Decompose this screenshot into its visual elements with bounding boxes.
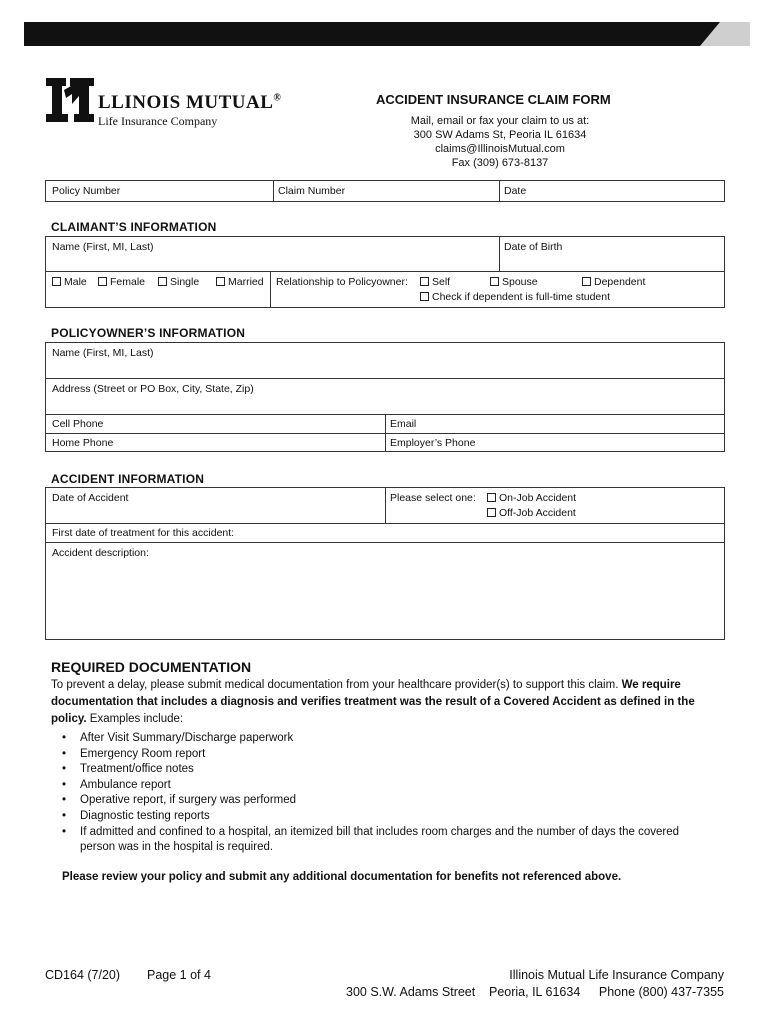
divider (270, 271, 271, 308)
home-phone-field[interactable]: Home Phone (52, 437, 114, 449)
claim-number-field[interactable]: Claim Number (278, 185, 346, 197)
list-item: • Diagnostic testing reports (62, 809, 712, 825)
male-checkbox[interactable]: Male (52, 276, 87, 288)
policy-number-field[interactable]: Policy Number (52, 185, 121, 197)
checkbox-icon (420, 292, 429, 301)
accident-heading: ACCIDENT INFORMATION (51, 472, 205, 486)
footer-street: 300 S.W. Adams Street (346, 985, 476, 999)
female-checkbox[interactable]: Female (98, 276, 145, 288)
company-subtitle: Life Insurance Company (98, 114, 218, 128)
divider (45, 542, 725, 543)
on-job-checkbox[interactable]: On-Job Accident (487, 492, 576, 504)
checkbox-icon (98, 277, 107, 286)
self-checkbox[interactable]: Self (420, 276, 450, 288)
contact-line-1: Mail, email or fax your claim to us at: (410, 115, 590, 127)
footer-city: Peoria, IL 61634 (489, 985, 581, 999)
divider (385, 487, 386, 523)
claimant-name-field[interactable]: Name (First, MI, Last) (52, 241, 154, 253)
first-treatment-field[interactable]: First date of treatment for this accident: (52, 527, 235, 539)
checkbox-icon (158, 277, 167, 286)
form-title: ACCIDENT INSURANCE CLAIM FORM (376, 92, 611, 107)
divider (45, 378, 725, 379)
off-job-checkbox[interactable]: Off-Job Accident (487, 507, 576, 519)
page-number: Page 1 of 4 (147, 968, 211, 982)
checkbox-icon (216, 277, 225, 286)
list-item: • Operative report, if surgery was performed (62, 793, 712, 809)
footer-phone: Phone (800) 437-7355 (598, 985, 724, 999)
contact-line-2: 300 SW Adams St, Peoria IL 61634 (413, 129, 587, 141)
accident-date-field[interactable]: Date of Accident (52, 492, 129, 504)
relationship-label: Relationship to Policyowner: (276, 276, 408, 288)
divider (499, 180, 500, 202)
divider (273, 180, 274, 202)
single-checkbox[interactable]: Single (158, 276, 199, 288)
checkbox-icon (582, 277, 591, 286)
date-field[interactable]: Date (504, 185, 527, 197)
accident-type-label: Please select one: (390, 492, 476, 504)
list-item: • If admitted and confined to a hospital, an itemized bill that includes room charges and the number of days the covered person was in the hospital is required. (62, 825, 712, 856)
married-checkbox[interactable]: Married (216, 276, 264, 288)
employer-phone-field[interactable]: Employer’s Phone (390, 437, 476, 449)
student-checkbox[interactable]: Check if dependent is full-time student (420, 291, 610, 303)
header-bar (24, 22, 750, 46)
list-item: • Treatment/office notes (62, 762, 712, 778)
closing-note: Please review your policy and submit any additional documentation for benefits not referenced above. (62, 871, 622, 883)
divider (385, 414, 386, 452)
checkbox-icon (52, 277, 61, 286)
accident-description-field[interactable]: Accident description: (52, 547, 149, 559)
email-field[interactable]: Email (390, 418, 417, 430)
company-name: LLINOIS MUTUAL® (98, 92, 282, 113)
contact-email[interactable]: claims@IllinoisMutual.com (435, 143, 565, 155)
checkbox-icon (487, 508, 496, 517)
divider (45, 271, 725, 272)
policyowner-name-field[interactable]: Name (First, MI, Last) (52, 347, 154, 359)
address-field[interactable]: Address (Street or PO Box, City, State, Zip) (52, 383, 254, 395)
spouse-checkbox[interactable]: Spouse (490, 276, 538, 288)
required-docs-list (62, 731, 712, 856)
form-code: CD164 (7/20) (45, 968, 121, 982)
divider (499, 236, 500, 271)
claimant-dob-field[interactable]: Date of Birth (504, 241, 563, 253)
dependent-checkbox[interactable]: Dependent (582, 276, 645, 288)
claim-id-table (45, 180, 725, 202)
illinois-mutual-logo-icon (44, 76, 96, 124)
claimant-heading: CLAIMANT’S INFORMATION (51, 220, 217, 234)
checkbox-icon (487, 493, 496, 502)
required-docs-intro: To prevent a delay, please submit medical documentation from your healthcare provider(s) to support this claim. We require documentation that includes a diagnosis and verifies treatment was the result of a Covered Accident as defined in the policy. Examples include: (51, 679, 695, 725)
cell-phone-field[interactable]: Cell Phone (52, 418, 104, 430)
divider (45, 523, 725, 524)
checkbox-icon (420, 277, 429, 286)
checkbox-icon (490, 277, 499, 286)
list-item: • Emergency Room report (62, 747, 712, 763)
policyowner-heading: POLICYOWNER’S INFORMATION (51, 326, 246, 340)
list-item: • After Visit Summary/Discharge paperwork (62, 731, 712, 747)
list-item: • Ambulance report (62, 778, 712, 794)
footer-company: Illinois Mutual Life Insurance Company (509, 968, 724, 982)
required-docs-heading: REQUIRED DOCUMENTATION (51, 659, 252, 675)
contact-fax: Fax (309) 673-8137 (451, 157, 549, 169)
